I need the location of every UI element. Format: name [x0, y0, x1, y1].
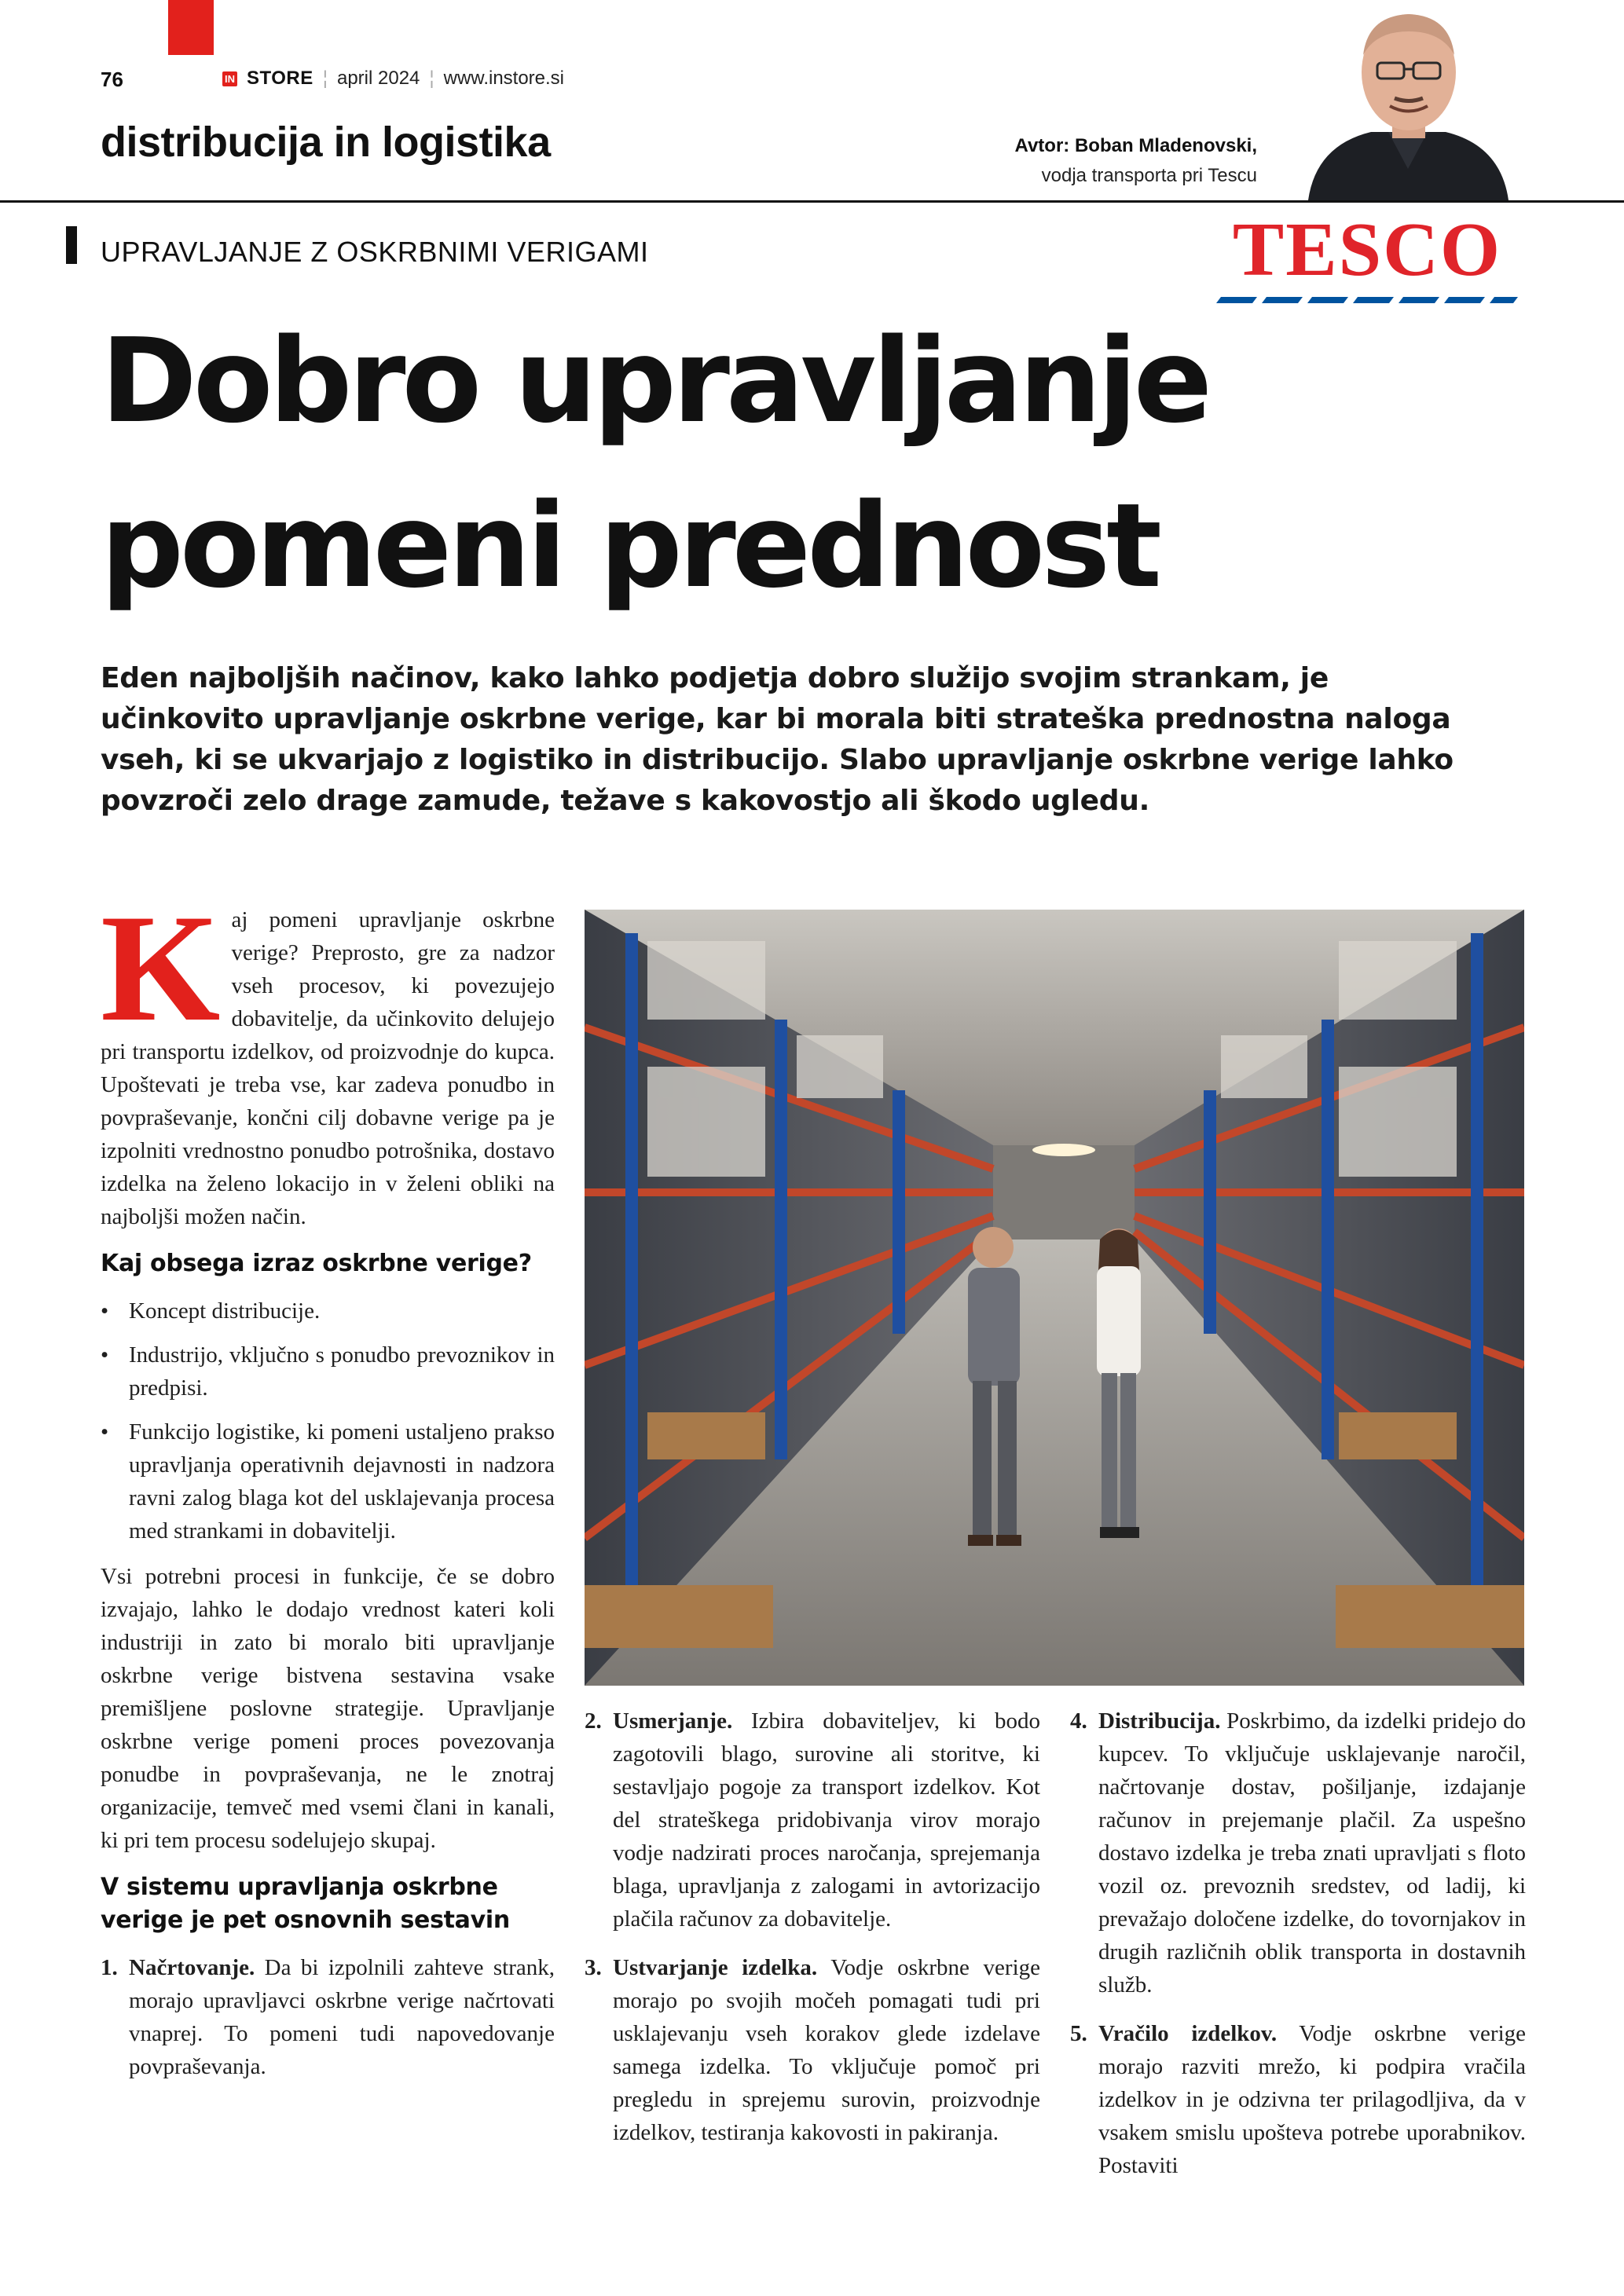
author-portrait [1300, 0, 1516, 200]
numbered-item-3 [585, 1951, 1040, 2149]
title-line-2: pomeni prednost [101, 478, 1158, 613]
bullet-list [101, 1294, 555, 1547]
title-line-1: Dobro upravljanje [101, 313, 1209, 449]
section-title: distribucija in logistika [101, 119, 551, 166]
drop-cap: K [101, 883, 221, 1053]
bullet-item: • Funkcijo logistike, ki pomeni ustaljeno prakso upravljanja operativnih dejavnosti in nadzora ravni zalog blaga kot del usklajevanja procesa med strankami in dobavitelji. [101, 1415, 555, 1547]
body-paragraph-2: Vsi potrebni procesi in funkcije, če se dobro izvajajo, lahko le dodajo vrednost kateri koli industriji in zato bi moralo biti upravljanje oskrbne verige bistvena sestavina vsake premišljene poslovne strategije. Upravljanje oskrbne verige pomeni proces povezovanja ponudbe in povpraševanja, ne le znotraj organizacije, temveč med vsemi člani in kanali, ki pri tem procesu sodelujejo skupaj. [101, 1564, 555, 1853]
item-term: Načrtovanje. [129, 1955, 255, 1980]
intro-paragraph [101, 883, 555, 1233]
warehouse-photo [585, 910, 1524, 1686]
header-red-tab [168, 0, 214, 55]
intro-text: aj pomeni upravljanje oskrbne verige? Preprosto, gre za nadzor vseh procesov, ki povezujejo dobavitelje, da učinkovito delujejo pri transportu izdelkov, od proizvodnje do kupca. Upoštevati je treba vse, kar zadeva ponudbo in povpraševanje, končni cilj dobavne verige pa je izpolniti vrednostno ponudbo potrošnika, dostavo izdelka na želeno lokacijo in v želeni obliki na najboljši možen način. [101, 907, 555, 1229]
numbered-item-4 [1070, 1705, 1526, 2001]
instore-logo-store: STORE [247, 68, 313, 89]
item-number: 2. [585, 1708, 602, 1734]
separator: ¦ [322, 68, 328, 89]
page-number: 76 [101, 68, 123, 91]
article-kicker: UPRAVLJANJE Z OSKRBNIMI VERIGAMI [101, 236, 649, 268]
item-text: Poskrbimo, da izdelki pridejo do kupcev. To vključuje usklajevanje naročil, načrtovanje dostav, pošiljanje, izdajanje računov in prejemanje plačil. Za uspešno dostavo izdelka je treba znati upravljati s floto vozil oz. prevoznih sredstev, od ladij, ki prevažajo določene izdelke, do tovornjakov in drugih različnih oblik transporta in dostavnih služb. [1098, 1708, 1526, 1998]
author-name: Avtor: Boban Mladenovski, [1014, 135, 1257, 156]
kicker-bar [66, 226, 77, 264]
website-link[interactable]: www.instore.si [443, 68, 565, 89]
item-number: 4. [1070, 1708, 1087, 1734]
author-role: vodja transporta pri Tescu [1041, 165, 1257, 186]
numbered-item-5 [1070, 2017, 1526, 2182]
item-term: Ustvarjanje izdelka. [613, 1955, 818, 1980]
item-number: 3. [585, 1955, 602, 1980]
column-2 [585, 1705, 1040, 2165]
item-number: 1. [101, 1955, 118, 1980]
issue-date: april 2024 [336, 68, 420, 89]
article-title [101, 298, 1279, 628]
item-number: 5. [1070, 2021, 1087, 2046]
subheading-2: V sistemu upravljanja oskrbne verige je pet osnovnih sestavin [101, 1873, 510, 1934]
item-text: Izbira dobaviteljev, ki bodo zagotovili blago, surovine ali storitve, ki sestavljajo pogoje za transport izdelkov. Kot del strateškega pridobivanja virov morajo vodje nadzirati proces naročanja, sprejemanja blaga, upravljanja z zalogami in avtorizacijo plačila računov za dobavitelje. [613, 1708, 1040, 1932]
item-term: Vračilo izdelkov. [1098, 2021, 1278, 2046]
subheading-1: Kaj obsega izraz oskrbne verige? [101, 1250, 532, 1277]
numbered-item-2 [585, 1705, 1040, 1935]
masthead [222, 68, 564, 90]
column-3 [1070, 1705, 1526, 2198]
item-term: Usmerjanje. [613, 1708, 733, 1734]
numbered-item-1 [101, 1951, 555, 2083]
item-text: Da bi izpolnili zahteve strank, morajo upravljavci oskrbne verige načrtovati vnaprej. To pomeni tudi napovedovanje povpraševanja. [129, 1955, 555, 2079]
separator: ¦ [429, 68, 434, 89]
instore-logo-in: IN [222, 71, 237, 86]
article-lead: Eden najboljših načinov, kako lahko podjetja dobro služijo svojim strankam, je učinkovito upravljanje oskrbne verige, kar bi morala biti strateška prednostna naloga vseh, ki se ukvarjajo z logistiko in distribucijo. Slabo upravljanje oskrbne verige lahko povzroči zelo drage zamude, težave s kakovostjo ali škodo ugledu. [101, 662, 1454, 817]
header-rule [0, 200, 1624, 203]
item-term: Distribucija. [1098, 1708, 1221, 1734]
item-text: Vodje oskrbne verige morajo po svojih močeh pomagati tudi pri usklajevanju vseh korakov glede izdelave samega izdelka. To vključuje pomoč pri pregledu in sprejemu surovin, proizvodnje izdelkov, testiranja kakovosti in pakiranja. [613, 1955, 1041, 2145]
tesco-logo-text: TESCO [1232, 212, 1502, 292]
column-1 [101, 883, 555, 2099]
bullet-item: • Industrijo, vključno s ponudbo prevoznikov in predpisi. [101, 1338, 555, 1404]
item-text: Vodje oskrbne verige morajo razviti mrežo, ki podpira vračila izdelkov in je odzivna ter prilagodljiva, da v vsakem smislu upošteva potrebe uporabnikov. Postaviti [1098, 2021, 1526, 2178]
bullet-item: • Koncept distribucije. [101, 1294, 555, 1327]
